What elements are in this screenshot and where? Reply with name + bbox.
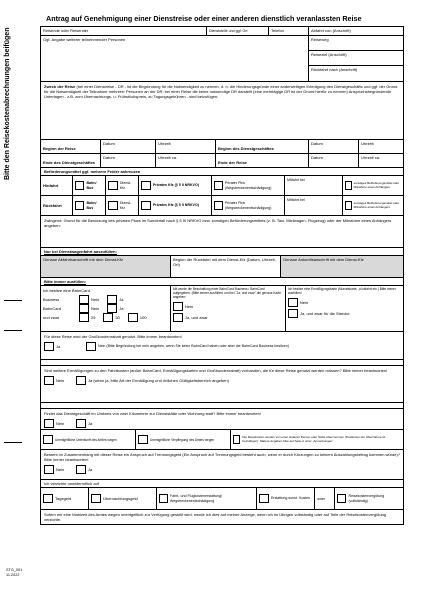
business-start-time[interactable]	[359, 140, 403, 153]
waiver-per-diem-label: Tagegeld	[55, 496, 72, 501]
return-other-label: sonstiges Beförderungsmittel oder Mitnahme eines Anhängers	[353, 200, 400, 209]
bahncard-50-label: 50	[115, 314, 120, 320]
bahncard-and-label: und zwar	[43, 314, 60, 320]
waiver-travel-label: Fahrt- und Flugkostenerstattung/ Wegstreckenentschädigung	[169, 494, 223, 503]
waiver-footer	[40, 510, 404, 525]
outbound-passenger-label: Mitfahrt bei	[287, 178, 305, 182]
bahncard-25-checkbox[interactable]	[79, 313, 89, 322]
procurement-yes-label: Ja, und zwar	[185, 315, 208, 320]
discount-card-no-label: Nein	[300, 300, 309, 305]
waiver-lodging-option[interactable]	[89, 488, 157, 509]
waiver-header-label: Ich verzichte unwiderruflich auf	[44, 481, 99, 486]
office-label: Dienststelle und ggf. Ort	[209, 29, 248, 33]
transport-header-label: Beförderungsmittel ggf. mehrere Felder ankreuzen	[44, 169, 141, 174]
discount-card	[286, 286, 403, 331]
bahncard-procurement	[171, 286, 286, 331]
waiver-header	[40, 480, 404, 488]
trip-start-time[interactable]	[156, 140, 216, 153]
trip-end-time[interactable]	[359, 154, 403, 167]
waiver-travel-checkbox[interactable]	[159, 494, 168, 503]
return-private-pct-option[interactable]	[212, 196, 285, 215]
free-meals-label: Unentgeltliche Verpflegung des Amtes wegen	[150, 437, 215, 442]
outbound-private-car-label: Privates Kfz (§ 5 II NRKVO)	[153, 183, 199, 188]
free-meals-option[interactable]	[136, 430, 231, 449]
bahn-header	[40, 278, 404, 286]
q2-section	[40, 365, 404, 403]
business-start-date[interactable]	[309, 140, 359, 153]
q5-yes-label: Ja	[88, 467, 93, 472]
outbound-label-cell	[41, 176, 73, 195]
phone-label: Telefon	[271, 28, 284, 33]
transport-reason-label: Zwingend: Grund für die Benutzung des privaten Pkws im Sonderfall nach § 5 III NRKVO bzw. sonstigen Beförderungsmittels (z. B. Taxi, Mietwagen, Flugzeug) oder der Mitnahme eines Anhängers angeben:	[44, 218, 392, 228]
q2-yes-checkbox[interactable]	[76, 376, 86, 385]
punch-mark-2	[4, 330, 22, 331]
business-start-label: Beginn des Dienstgeschäftes	[218, 146, 274, 151]
form	[40, 14, 404, 525]
bahncard-100-checkbox[interactable]	[128, 313, 138, 322]
return-passenger-label: Mitfahrt bei	[287, 198, 305, 202]
return-train-option[interactable]	[73, 196, 106, 215]
transport-reason-field[interactable]	[40, 216, 404, 248]
purpose-field[interactable]	[40, 82, 404, 140]
dates-row-2	[40, 154, 404, 168]
trip-start-label-cell	[41, 140, 101, 153]
trip-start-date-label: Datum	[103, 141, 115, 146]
discount-card-yes-label: Ja, und zwar für die Strecke	[300, 311, 350, 316]
q2-no-label: Nein	[56, 378, 65, 383]
start-address-label: Abfahrt von (Anschrift)	[311, 28, 351, 33]
outbound-passenger-field[interactable]	[285, 176, 343, 195]
bahncard-no-label: Nein	[91, 305, 100, 311]
procurement-no-checkbox[interactable]	[173, 302, 183, 311]
outbound-label: Hinfahrt	[43, 183, 59, 188]
outbound-private-car-option[interactable]	[139, 176, 212, 195]
waiver-full-checkbox[interactable]	[337, 494, 346, 503]
form-title: Antrag auf Genehmigung einer Dienstreise oder einer anderen dienstlich veranlassten Reise	[46, 14, 362, 23]
free-meals-checkbox[interactable]	[138, 435, 148, 444]
service-car-header	[40, 248, 404, 256]
persons-label: Ggf. Angabe weiterer teilnehmender Personen	[43, 37, 126, 42]
bahncard-yes-label: Ja	[119, 305, 124, 311]
persons-field[interactable]	[41, 36, 309, 81]
outbound-service-car-checkbox[interactable]	[108, 181, 118, 190]
bahncard-procurement-label: Mit wurde die Beschaffung einer BahnCard Business / BahnCard aufgegeben. (Bitte immer ausfüllen! und bei "Ja, und zwar" die genaue Karte angeben	[173, 287, 282, 299]
destination-field[interactable]	[309, 51, 403, 66]
q5-yes-checkbox[interactable]	[76, 465, 86, 474]
trip-start-date[interactable]	[101, 140, 156, 153]
q2-yes-label: Ja (wenn ja, bitte Art der Ermäßigung und örtlichen Gültigkeitsbereich angeben)	[88, 378, 229, 383]
bahncard-business-no-label: Nein	[91, 296, 100, 302]
transport-return-row	[40, 196, 404, 216]
return-other-checkbox[interactable]	[345, 201, 352, 210]
bahncard-no-checkbox[interactable]	[79, 304, 89, 313]
service-car-return-label: Beginn der Rückfahrt mit dem Dienst-Kfz (Datum, Uhrzeit, Ort)	[173, 257, 276, 267]
bahncard-50-checkbox[interactable]	[103, 313, 113, 322]
waiver-travel-option[interactable]	[157, 488, 257, 509]
trip-end-label-cell	[216, 154, 309, 167]
business-start-date-label: Datum	[311, 141, 323, 146]
free-lodging-label: Unentgeltliche Unterkunft des Amtes wegen	[55, 437, 117, 442]
discount-card-yes-checkbox[interactable]	[288, 309, 298, 318]
purpose-instructions: (bei einer Dienstreise - DR - ist die Begründung für die Notwendigkeit zu nennen, d. h. die Hinderungsgründe einer anderweitigen Erledigung des Dienstgeschäfts und ggf. der Grund für die Notwendigkeit der Teilnahme mehrerer Personen an der DR; bei einer Reise die keine notwendige DR darstellt (eine mehrtägige DR ist der Grund hierfür zu nennen) Anspruchsbegründende Unterlagen - z.B. zum Übernachtungs- u. Frühstückspreis, zu Tagungsgebühren - sind beizufügen:	[44, 84, 398, 99]
q5-question: Besteht im Zusammenhang mit dieser Reise ein Anspruch auf Trennungsgeld (Ein Anspruch auf Trennungsgeld besteht auch, wenn er durch Kürzungen zu keinem Auszahlungsbetrag kommen würde)? Bitte immer beantworten!	[44, 452, 400, 462]
business-end-label-cell	[41, 154, 101, 167]
start-address-field[interactable]	[309, 27, 403, 35]
phone-field[interactable]	[269, 27, 309, 35]
route-column	[309, 36, 403, 81]
business-start-time-label: Uhrzeit	[361, 141, 374, 146]
transport-outbound-row	[40, 176, 404, 196]
outbound-private-pct-checkbox[interactable]	[214, 181, 223, 190]
punch-mark-1	[4, 300, 22, 301]
return-passenger-field[interactable]	[285, 196, 343, 215]
q5-no-checkbox[interactable]	[44, 465, 54, 474]
header-row-1	[40, 26, 404, 36]
form-code-id: STG_001	[6, 568, 23, 572]
return-private-car-option[interactable]	[139, 196, 212, 215]
outbound-other-checkbox[interactable]	[345, 181, 352, 190]
costs-covered-label: Die Reisekosten werden von einer anderen Person oder Stelle übernommen (Positionen der Übernahme ist beizufügen). Nähere Angaben bitte auf Seite 2 unter „Anmerkungen“	[242, 434, 386, 443]
q1-section	[40, 332, 404, 360]
return-label: Rückfahrt	[43, 203, 62, 208]
discount-card-label: Ich besitze eine Ermäßigungskarte (Monatskarte, „rückfahrt etc.) Bitte immer ausfüllen!	[288, 287, 396, 295]
return-private-pct-checkbox[interactable]	[214, 201, 223, 210]
outbound-private-car-checkbox[interactable]	[141, 181, 151, 190]
outbound-private-pct-option[interactable]	[212, 176, 285, 195]
q5-no-label: Nein	[56, 467, 65, 472]
bahncard-yes-checkbox[interactable]	[107, 304, 117, 313]
traveler-label: Reisende oder Reisender	[43, 28, 89, 33]
service-car-pickup-label: Genaue Abfahrtsanschrift mit dem Dienst-Kfz	[43, 257, 124, 262]
sidebar-title: Bitte den Reisekostenabrechnungen beifügen	[4, 27, 11, 180]
return-private-car-checkbox[interactable]	[141, 201, 151, 210]
free-lodging-option[interactable]	[41, 430, 136, 449]
return-label-cell	[41, 196, 73, 215]
bahncard-business-no-checkbox[interactable]	[79, 295, 89, 304]
bahn-row	[40, 286, 404, 332]
service-car-row	[40, 256, 404, 278]
return-service-car-label: Dienst-Kfz	[119, 201, 132, 210]
trip-start-time-label: Uhrzeit	[158, 141, 171, 146]
service-car-arrival-field[interactable]	[281, 256, 403, 277]
service-car-header-label: Nur bei Dienstwagenfahrt auszufüllen:	[44, 249, 117, 254]
form-code-date: 11.2022	[6, 573, 20, 577]
business-end-label: Ende des Dienstgeschäftes	[43, 160, 96, 165]
service-car-return-field[interactable]	[171, 256, 281, 277]
outbound-service-car-label: Dienst-Kfz	[119, 181, 132, 190]
trip-start-label: Beginn der Reise	[43, 146, 76, 151]
return-private-pct-label: Privater Pkw (Wegstreckenentschädigung)	[224, 201, 272, 210]
q1-yes-label: Ja	[56, 344, 61, 349]
q3-question: Findet das Dienstgeschäft im Umkreis von zwei Kilometern zur Dienststätte oder Wohnung statt? Bitte immer beantworten!	[44, 411, 261, 416]
punch-mark-3	[4, 442, 22, 443]
bahncard-100-label: 100	[139, 314, 147, 320]
trip-end-date[interactable]	[309, 154, 359, 167]
transport-header	[40, 168, 404, 176]
waiver-other-checkbox[interactable]	[259, 494, 269, 503]
waiver-lodging-checkbox[interactable]	[91, 494, 101, 503]
via-label: Reiseweg	[311, 37, 329, 42]
office-field[interactable]	[207, 27, 269, 35]
waiver-full-option[interactable]	[335, 488, 403, 509]
header-row-2	[40, 36, 404, 82]
service-car-pickup-field[interactable]	[41, 256, 171, 277]
traveler-field[interactable]	[41, 27, 207, 35]
waiver-row	[40, 488, 404, 510]
return-address-field[interactable]	[309, 66, 403, 81]
q3-yes-label: Ja	[88, 421, 93, 426]
return-service-car-checkbox[interactable]	[108, 201, 118, 210]
return-service-car-option[interactable]	[106, 196, 139, 215]
business-end-date-label: Datum	[103, 155, 115, 160]
q2-question: Sind weitere Ermäßigungen zu den Fahrtkosten (außer BahnCard, Ermäßigungskarten und Großkundenrabatt) vorhanden, die für diese Reise genutzt werden müssen? Bitte immer beantworten!	[44, 368, 388, 373]
waiver-other-option[interactable]	[257, 488, 315, 509]
q3-section	[40, 408, 404, 430]
procurement-yes-checkbox[interactable]	[173, 313, 183, 322]
trip-end-date-label: Datum	[311, 155, 323, 160]
waiver-per-diem-checkbox[interactable]	[43, 494, 53, 503]
return-address-label: Rückfahrt nach (Anschrift)	[311, 67, 358, 72]
dates-row-1	[40, 140, 404, 154]
destination-label: Reiseziel (Anschrift)	[311, 52, 347, 57]
return-train-label: Bahn/ Bus	[86, 201, 97, 210]
waiver-or-cell	[315, 488, 335, 509]
procurement-no-label: Nein	[185, 304, 194, 309]
waiver-per-diem-option[interactable]	[41, 488, 89, 509]
q1-no-checkbox[interactable]	[86, 342, 96, 351]
q5-section	[40, 450, 404, 480]
discount-card-no-checkbox[interactable]	[288, 298, 298, 307]
business-end-time[interactable]	[156, 154, 216, 167]
waiver-lodging-label: Übernachtungsgeld	[103, 496, 138, 501]
outbound-private-pct-label: Privater Pkw (Wegstreckenentschädigung)	[224, 181, 272, 190]
outbound-service-car-option[interactable]	[106, 176, 139, 195]
q2-no-checkbox[interactable]	[44, 376, 54, 385]
outbound-train-option[interactable]	[73, 176, 106, 195]
costs-covered-option[interactable]	[231, 430, 403, 449]
q4-row	[40, 430, 404, 450]
return-train-checkbox[interactable]	[75, 201, 84, 210]
waiver-footer-text: Sofern mir eine Mahlzeit des Amtes wegen unentgeltlich zur Verfügung gestellt wird, werde ich dies auf meiner Anzeige, wenn ich im Übrigen vollständig oder auf Teile der Reisekostenvergütung verzichte.	[44, 512, 387, 522]
bahncard-business-yes-checkbox[interactable]	[107, 295, 117, 304]
q1-question: Für diese Reise wird der Großkundenrabatt genutzt. Bitte immer beantworten!	[44, 334, 182, 339]
return-private-car-label: Privates Kfz (§ 5 II NRKVO)	[153, 203, 199, 208]
q1-yes-checkbox[interactable]	[44, 342, 54, 351]
waiver-other-label: Erstattung sonst. Kosten	[271, 496, 311, 501]
bahncard-ownership	[41, 286, 171, 331]
q1-no-label: Nein (Bitte Begründung bei nein angeben, wenn Sie keine BahnCard haben oder aber die BahnCard Business besitzen)	[98, 344, 289, 349]
return-other-option[interactable]	[343, 196, 403, 215]
q3-yes-checkbox[interactable]	[76, 419, 86, 428]
outbound-other-option[interactable]	[343, 176, 403, 195]
trip-end-time-label: Uhrzeit ca.	[361, 155, 381, 160]
waiver-full-label: Reisekostenvergütung (vollständig)	[348, 494, 385, 503]
business-start-label-cell	[216, 140, 309, 153]
purpose-label: Zweck der Reise	[44, 84, 76, 89]
q3-no-checkbox[interactable]	[44, 419, 54, 428]
bahncard-own-label: Ich besitze eine BahnCard	[43, 288, 90, 293]
bahn-header-label: Bitte immer ausfüllen:	[44, 279, 87, 284]
outbound-train-label: Bahn/ Bus	[86, 181, 97, 190]
service-car-arrival-label: Genaue Ankunftsanschrift mit dem Dienst-Kfz	[283, 257, 364, 262]
bahncard-25-label: 25	[91, 314, 96, 320]
form-code	[6, 568, 22, 578]
bahncard-business-yes-label: Ja	[119, 296, 124, 302]
bahncard-label: BahnCard	[43, 305, 62, 311]
trip-end-label: Ende der Reise	[218, 160, 247, 165]
business-end-time-label: Uhrzeit ca.	[158, 155, 178, 160]
free-lodging-checkbox[interactable]	[43, 435, 53, 444]
costs-covered-checkbox[interactable]	[233, 435, 240, 444]
via-field[interactable]	[309, 36, 403, 51]
bahncard-business-label: Business	[43, 296, 60, 302]
business-end-date[interactable]	[101, 154, 156, 167]
outbound-train-checkbox[interactable]	[75, 181, 84, 190]
q3-no-label: Nein	[56, 421, 65, 426]
outbound-other-label: sonstiges Beförderungsmittel oder Mitnahme eines Anhängers	[353, 180, 400, 189]
waiver-or-label: oder	[317, 496, 326, 501]
